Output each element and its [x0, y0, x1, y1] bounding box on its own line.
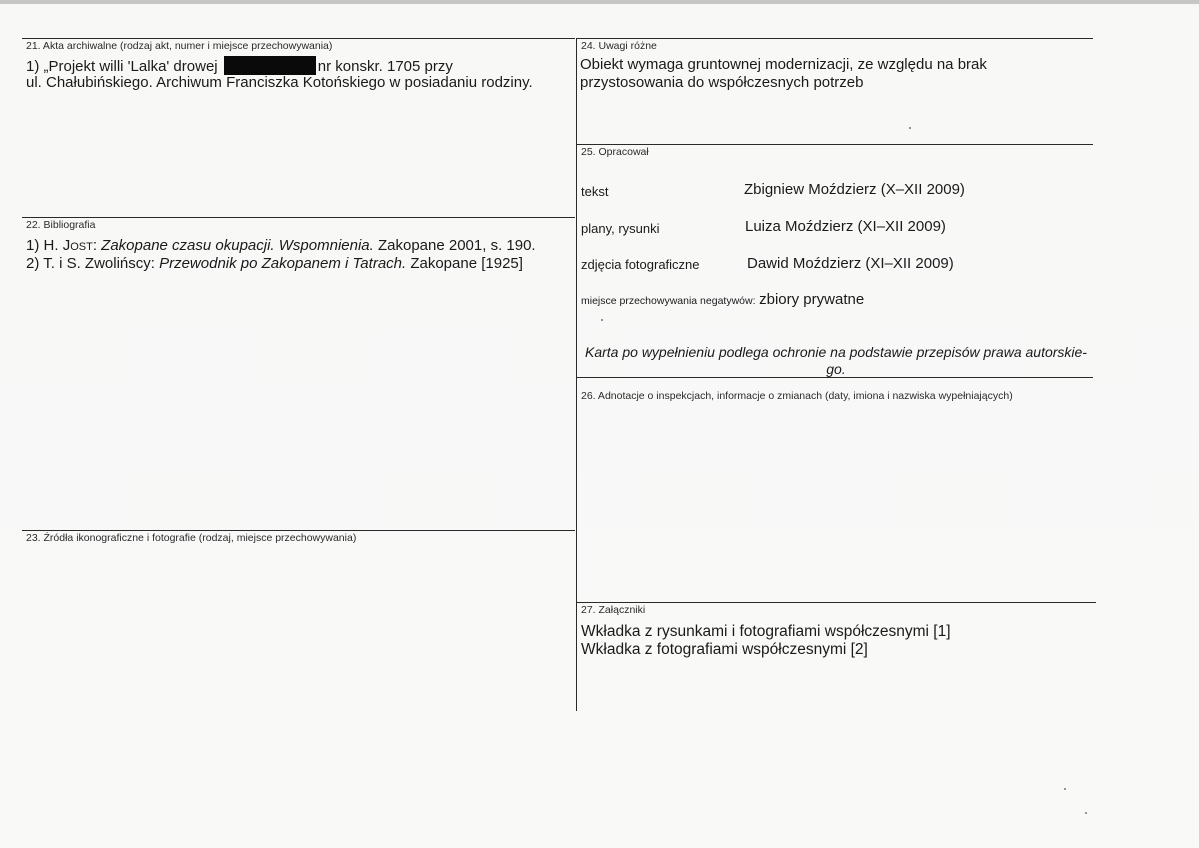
rule-25 [577, 144, 1093, 145]
row-text-label: tekst [581, 184, 609, 199]
rule-27 [577, 602, 1096, 603]
section-24-label: 24. Uwagi różne [581, 40, 657, 52]
rule-23 [22, 530, 575, 531]
bibliography-item-1: 1) H. Jost: Zakopane czasu okupacji. Wspomnienia. Zakopane 2001, s. 190. [26, 237, 536, 254]
section-24-line2: przystosowania do współczesnych potrzeb [580, 74, 864, 91]
scan-speck [909, 127, 911, 129]
row-photos-label: zdjęcia fotograficzne [581, 257, 700, 272]
section-21-line1-a: 1) „Projekt willi 'Lalka' drowej [26, 58, 222, 75]
scan-speck [1064, 788, 1066, 790]
scan-speck [1085, 812, 1087, 814]
section-22-label: 22. Bibliografia [26, 219, 96, 231]
row-text-value: Zbigniew Moździerz (X–XII 2009) [744, 181, 965, 198]
section-24-line1: Obiekt wymaga gruntownej modernizacji, ze względu na brak [580, 56, 987, 73]
bibliography-item-2: 2) T. i S. Zwolińscy: Przewodnik po Zakopanem i Tatrach. Zakopane [1925] [26, 255, 523, 272]
section-21-line2: ul. Chałubińskiego. Archiwum Franciszka Kotońskiego w posiadaniu rodziny. [26, 74, 533, 91]
column-divider [576, 38, 577, 711]
section-21-line1 [26, 56, 453, 76]
section-26-label: 26. Adnotacje o inspekcjach, informacje o zmianach (daty, imiona i nazwiska wypełniających) [581, 390, 1013, 402]
section-25-label: 25. Opracował [581, 146, 649, 158]
attachment-2: Wkładka z fotografiami współczesnymi [2] [581, 641, 868, 658]
top-rule-left [22, 38, 575, 39]
section-21-line1-b: nr konskr. 1705 przy [317, 58, 453, 75]
row-photos-value: Dawid Moździerz (XI–XII 2009) [747, 255, 954, 272]
copyright-note: Karta po wypełnieniu podlega ochronie na podstawie przepisów prawa autorskie- go. [585, 344, 1087, 377]
negatives-location: miejsce przechowywania negatywów: zbiory prywatne [581, 291, 865, 308]
section-23-label: 23. Źródła ikonograficzne i fotografie (rodzaj, miejsce przechowywania) [26, 532, 357, 544]
redaction-box [224, 56, 316, 75]
top-rule-right [577, 38, 1093, 39]
scan-speck [601, 319, 603, 321]
row-plans-label: plany, rysunki [581, 221, 660, 236]
rule-22 [22, 217, 575, 218]
section-21-label: 21. Akta archiwalne (rodzaj akt, numer i miejsce przechowywania) [26, 40, 333, 52]
attachment-1: Wkładka z rysunkami i fotografiami współczesnymi [1] [581, 623, 951, 640]
scan-top-shade [0, 0, 1199, 4]
section-27-label: 27. Załączniki [581, 604, 646, 616]
row-plans-value: Luiza Moździerz (XI–XII 2009) [745, 218, 946, 235]
